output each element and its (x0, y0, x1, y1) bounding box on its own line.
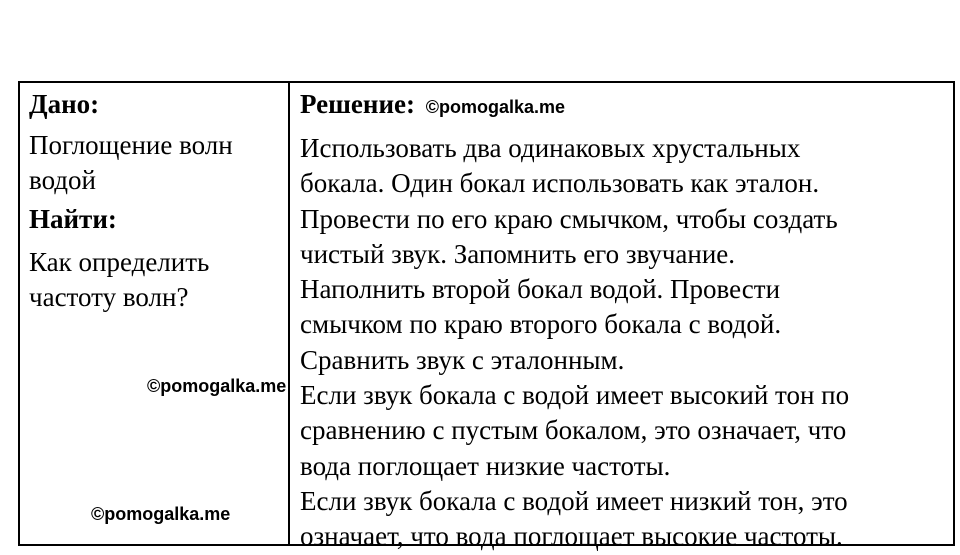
solution-heading (300, 86, 950, 125)
given-text: Поглощение волн водой (29, 130, 233, 196)
given-heading: Дано: (29, 89, 100, 119)
column-divider (288, 83, 290, 544)
find-text: Как определить частоту волн? (29, 246, 210, 312)
watermark-middle: ©pomogalka.me (147, 376, 287, 396)
solution-text: Использовать два одинаковых хрустальных бокала. Один бокал использовать как эталон. Провести по его краю смычком, чтобы создать чистый звук. Запомнить его звучание. Наполнить второй бокал водой. Провести смычком по краю второго бокала с водой. Сравнить звук с эталонным. Если звук бокала с водой имеет высокий тон по сравнению с пустым бокалом, это означает, что вода поглощает низкие частоты. Если звук бокала с водой имеет низкий тон, это означает, что вода поглощает высокие частоты. (300, 133, 850, 552)
solution-column (300, 83, 950, 555)
watermark-bottom: ©pomogalka.me (91, 504, 231, 524)
find-heading: Найти: (29, 203, 117, 234)
solution-heading-label: Решение: (300, 89, 415, 119)
watermark-header: ©pomogalka.me (425, 97, 566, 117)
solution-table (18, 81, 955, 552)
given-find-column (29, 83, 279, 315)
